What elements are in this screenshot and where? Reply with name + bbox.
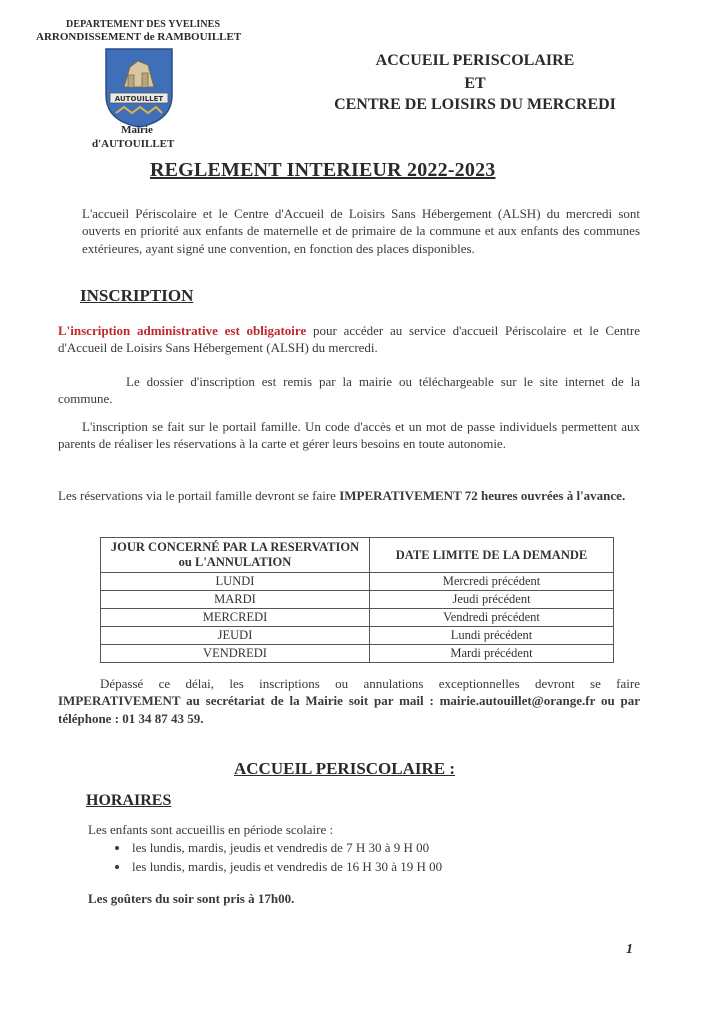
table-cell-deadline: Mardi précédent <box>370 645 614 663</box>
page-number: 1 <box>626 942 633 957</box>
table-cell-day: VENDREDI <box>101 645 370 663</box>
inscription-paragraph-3: L'inscription se fait sur le portail famille. Un code d'accès et un mot de passe individuels permettent aux parents de réaliser les réservations à la carte et gérer leurs besoins en toute autonomie. <box>58 419 640 452</box>
mairie-name: d'AUTOUILLET <box>92 138 175 150</box>
inscription-heading: INSCRIPTION <box>80 286 194 305</box>
list-item: • les lundis, mardis, jeudis et vendredis de 16 H 30 à 19 H 00 <box>130 857 442 876</box>
table-row <box>101 573 614 591</box>
table-cell-day: LUNDI <box>101 573 370 591</box>
inscription-mandatory-text: L'inscription administrative est obligatoire <box>58 323 307 338</box>
arrondissement-label: ARRONDISSEMENT de RAMBOUILLET <box>36 31 242 43</box>
header-title-line3: CENTRE DE LOISIRS DU MERCREDI <box>334 96 616 113</box>
horaires-heading: HORAIRES <box>86 792 172 809</box>
list-item: • les lundis, mardis, jeudis et vendredis de 7 H 30 à 9 H 00 <box>130 838 442 857</box>
inscription-paragraph-2: Le dossier d'inscription est remis par la mairie ou téléchargeable sur le site internet de la commune. <box>58 374 640 407</box>
department-label: DEPARTEMENT DES YVELINES <box>66 19 221 30</box>
inscription-p1-rest: pour accéder au service d'accueil Périscolaire et le Centre d'Accueil de Loisirs Sans Hébergement (ALSH) du mercredi. <box>58 323 640 356</box>
horaires-list <box>100 838 442 876</box>
header-title-line1: ACCUEIL PERISCOLAIRE <box>375 52 575 69</box>
table-cell-day: MARDI <box>101 591 370 609</box>
table-row <box>101 627 614 645</box>
table-row <box>101 609 614 627</box>
crest-banner-text: AUTOUILLET <box>114 95 164 103</box>
commune-crest-icon <box>102 47 176 129</box>
table-header-day: JOUR CONCERNÉ PAR LA RESERVATION ou L'ANNULATION <box>101 538 370 573</box>
mairie-label: Mairie <box>121 124 153 136</box>
inscription-p4-bold: IMPERATIVEMENT 72 heures ouvrées à l'avance. <box>339 488 626 503</box>
intro-paragraph: L'accueil Périscolaire et le Centre d'Accueil de Loisirs Sans Hébergement (ALSH) du mercredi sont ouverts en priorité aux enfants de maternelle et de primaire de la commune et aux enfants des communes extérieures, ayant signé une convention, en fonction des places disponibles. <box>82 206 640 256</box>
periscolaire-heading: ACCUEIL PERISCOLAIRE : <box>234 759 456 778</box>
header-title-line2: ET <box>464 75 486 92</box>
table-header-deadline: DATE LIMITE DE LA DEMANDE <box>370 538 614 573</box>
inscription-paragraph-1 <box>58 322 640 357</box>
exceptional-contact-paragraph <box>58 675 640 727</box>
inscription-paragraph-4 <box>58 487 640 504</box>
reservation-deadline-table <box>100 537 614 663</box>
table-cell-deadline: Vendredi précédent <box>370 609 614 627</box>
table-cell-deadline: Jeudi précédent <box>370 591 614 609</box>
gouters-note: Les goûters du soir sont pris à 17h00. <box>88 891 295 906</box>
horaires-intro: Les enfants sont accueillis en période scolaire : <box>88 822 334 837</box>
table-cell-deadline: Mercredi précédent <box>370 573 614 591</box>
exceptional-start: Dépassé ce délai, les inscriptions ou annulations exceptionnelles devront se faire <box>100 676 640 691</box>
inscription-p4-start: Les réservations via le portail famille devront se faire <box>58 488 340 503</box>
table-cell-day: MERCREDI <box>101 609 370 627</box>
table-row <box>101 645 614 663</box>
table-row <box>101 591 614 609</box>
table-cell-deadline: Lundi précédent <box>370 627 614 645</box>
table-cell-day: JEUDI <box>101 627 370 645</box>
table-header-row <box>101 538 614 573</box>
exceptional-contact-bold: IMPERATIVEMENT au secrétariat de la Mairie soit par mail : mairie.autouillet@orange.fr ou par téléphone : 01 34 87 43 59. <box>58 693 640 726</box>
main-title: REGLEMENT INTERIEUR 2022-2023 <box>150 159 496 181</box>
